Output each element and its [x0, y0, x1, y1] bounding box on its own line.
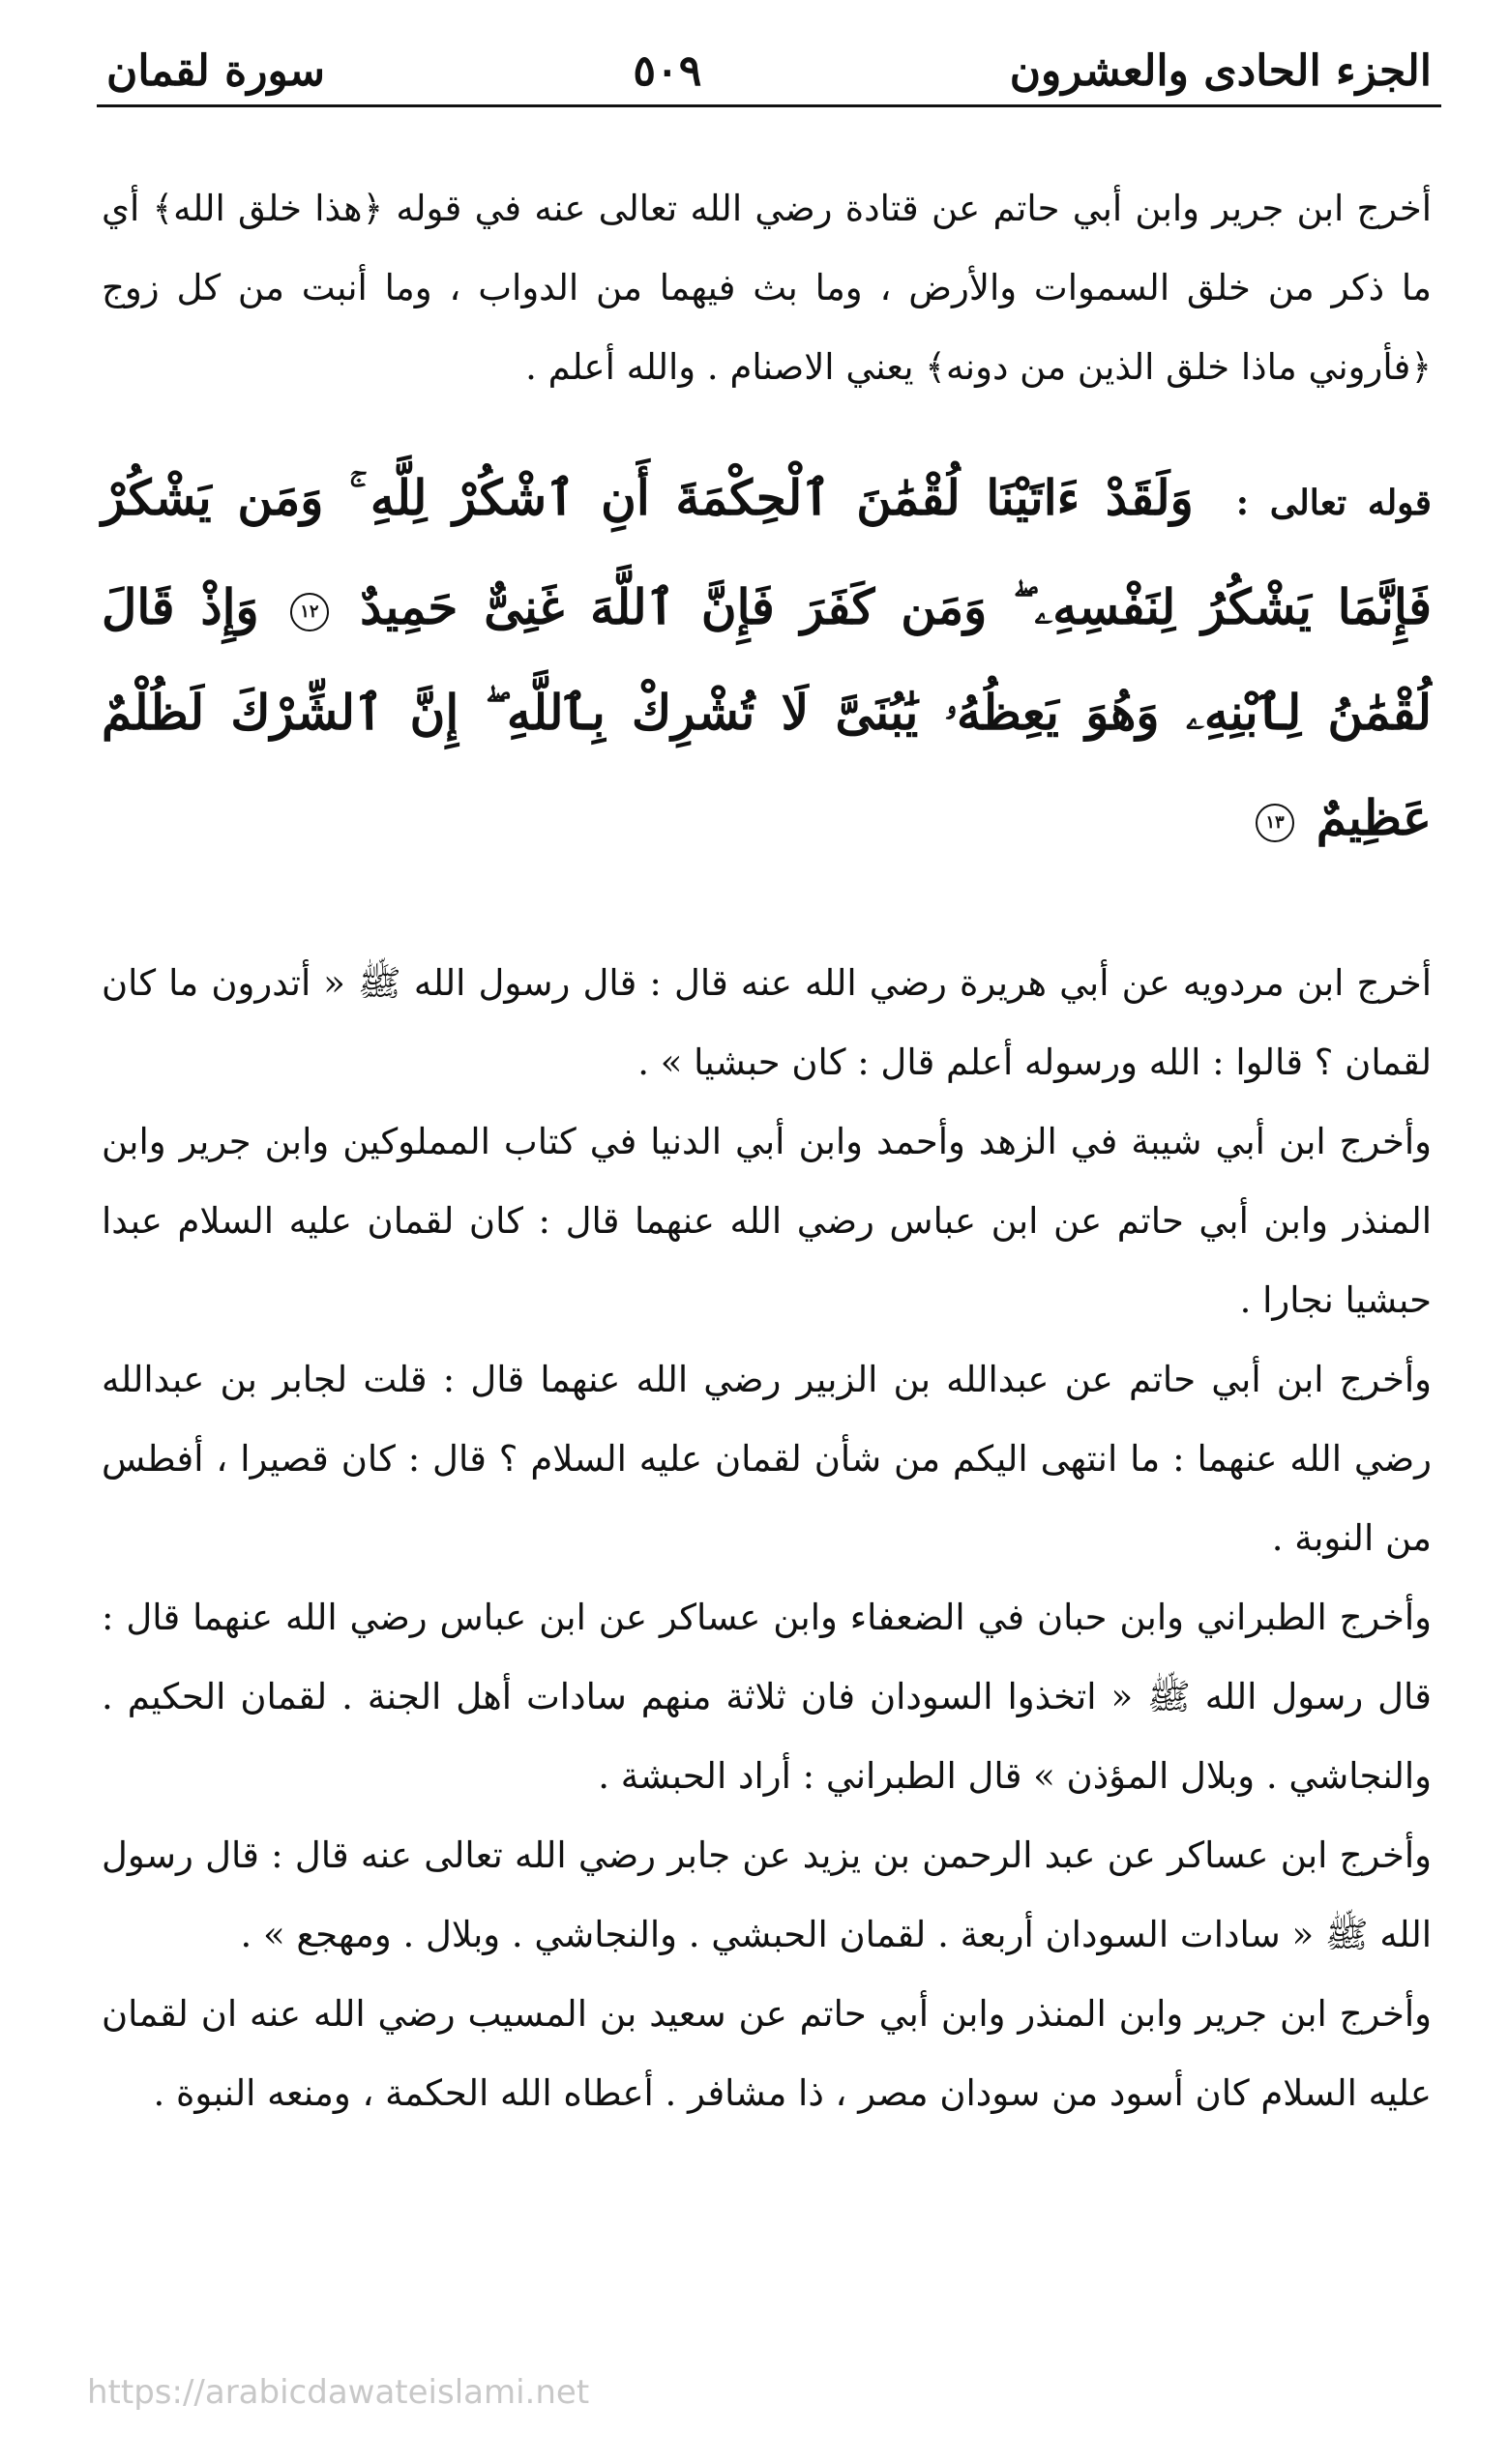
- commentary-paragraph: وأخرج ابن جرير وابن المنذر وابن أبي حاتم عن سعيد بن المسيب رضي الله عنه ان لقمان عليه السلام كان أسود من سودان مصر ، ذا مشافر . أعطاه الله الحكمة ، ومنعه النبوة .: [102, 1993, 1432, 2114]
- page-header: [106, 37, 1432, 104]
- verse-lead: قوله تعالى :: [1235, 483, 1432, 523]
- commentary-paragraph: أخرج ابن مردويه عن أبي هريرة رضي الله عنه قال : قال رسول الله ﷺ « أتدرون ما كان لقمان ؟ قالوا : الله ورسوله أعلم قال : كان حبشيا » .: [102, 962, 1432, 1083]
- part-title: الجزء الحادى والعشرون: [1009, 45, 1432, 96]
- source-watermark: https://arabicdawateislami.net: [87, 2373, 590, 2412]
- verse-text-13: وَإِذْ قَالَ لُقْمَٰنُ لِٱبْنِهِۦ وَهُوَ يَعِظُهُۥ يَٰبُنَىَّ لَا تُشْرِكْ بِٱللَّهِ ۖ إِنَّ ٱلشِّرْكَ لَظُلْمٌ عَظِيمٌ: [102, 578, 1432, 846]
- page-number: ٥٠٩: [633, 45, 702, 96]
- verse-text-12: وَلَقَدْ ءَاتَيْنَا لُقْمَٰنَ ٱلْحِكْمَةَ أَنِ ٱشْكُرْ لِلَّهِ ۚ وَمَن يَشْكُرْ فَإِنَّمَا يَشْكُرُ لِنَفْسِهِۦ ۖ وَمَن كَفَرَ فَإِنَّ ٱللَّهَ غَنِىٌّ حَمِيدٌ: [102, 469, 1432, 635]
- commentary-paragraph: وأخرج ابن عساكر عن عبد الرحمن بن يزيد عن جابر رضي الله تعالى عنه قال : قال رسول الله ﷺ « سادات السودان أربعة . لقمان الحبشي . والنجاشي . وبلال . ومهجع » .: [102, 1834, 1432, 1955]
- page-body: [102, 169, 1432, 2133]
- quran-verse: [102, 446, 1432, 871]
- ayah-number-marker: ١٢: [290, 593, 329, 631]
- commentary-paragraph: وأخرج الطبراني وابن حبان في الضعفاء وابن عساكر عن ابن عباس رضي الله عنهما قال : قال رسول الله ﷺ « اتخذوا السودان فان ثلاثة منهم سادات أهل الجنة . لقمان الحكيم . والنجاشي . وبلال المؤذن » قال الطبراني : أراد الحبشة .: [102, 1597, 1432, 1797]
- intro-paragraph: أخرج ابن جرير وابن أبي حاتم عن قتادة رضي الله تعالى عنه في قوله ﴿هذا خلق الله﴾ أي ما ذكر من خلق السموات والأرض ، وما بث فيهما من الدواب ، وما أنبت من كل زوج ﴿فأروني ماذا خلق الذين من دونه﴾ يعني الاصنام . والله أعلم .: [102, 188, 1432, 388]
- commentary-paragraph: وأخرج ابن أبي حاتم عن عبدالله بن الزبير رضي الله عنهما قال : قلت لجابر بن عبدالله رضي الله عنهما : ما انتهى اليكم من شأن لقمان عليه السلام ؟ قال : كان قصيرا ، أفطس من النوبة .: [102, 1359, 1432, 1559]
- header-divider: [97, 104, 1441, 107]
- surah-title: سورة لقمان: [106, 45, 326, 96]
- ayah-number-marker: ١٣: [1256, 804, 1294, 842]
- commentary-paragraph: وأخرج ابن أبي شيبة في الزهد وأحمد وابن أبي الدنيا في كتاب المملوكين وابن جرير وابن المنذر وابن أبي حاتم عن ابن عباس رضي الله عنهما قال : كان لقمان عليه السلام عبدا حبشيا نجارا .: [102, 1121, 1432, 1321]
